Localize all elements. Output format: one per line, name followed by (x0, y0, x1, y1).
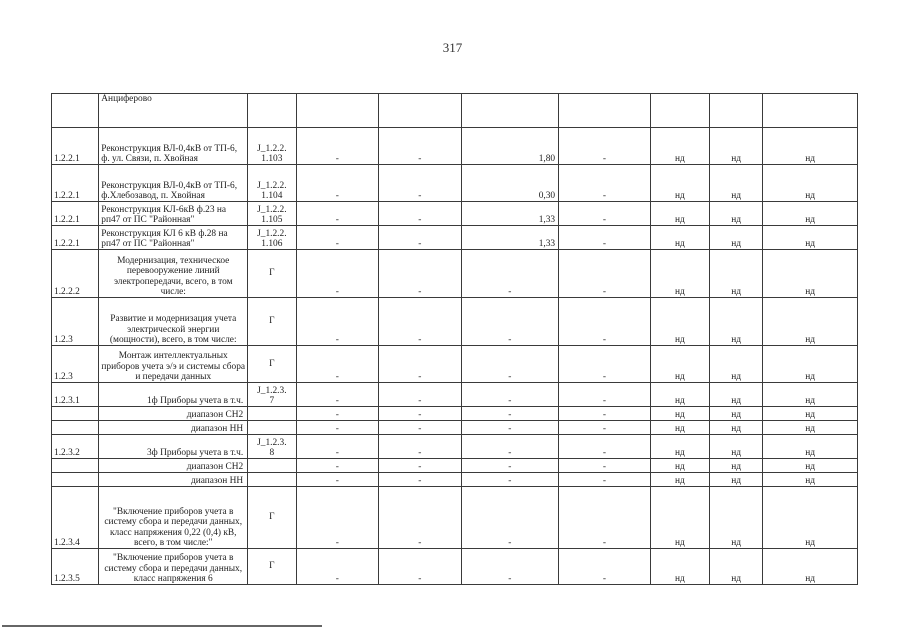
row-code-cell: J_1.2.3. 8 (248, 435, 296, 459)
row-name-cell: Реконструкция КЛ 6 кВ ф.28 на рп47 от ПС "Районная" (99, 226, 248, 250)
value-cell-c5: нд (650, 250, 709, 298)
row-number-cell: 1.2.3 (52, 298, 99, 346)
value-cell-c7: нд (763, 165, 858, 202)
value-cell-c7: нд (763, 473, 858, 487)
value-cell-c4: - (559, 435, 651, 459)
value-cell-c6: нд (710, 549, 763, 585)
row-name-cell: Развитие и модернизация учета электрической энергии (мощности), всего, в том числе: (99, 298, 248, 346)
value-cell-c7: нд (763, 298, 858, 346)
row-name-cell: Реконструкция КЛ-6кВ ф.23 на рп47 от ПС "Районная" (99, 202, 248, 226)
row-number-cell: 1.2.2.1 (52, 128, 99, 165)
value-cell-c5: нд (650, 473, 709, 487)
row-code-cell: J_1.2.2. 1.106 (248, 226, 296, 250)
value-cell-c5: нд (650, 421, 709, 435)
value-cell-c3: 1,33 (461, 226, 559, 250)
value-cell-c3: - (461, 549, 559, 585)
value-cell-c3: - (461, 487, 559, 549)
value-cell-c2: - (379, 298, 462, 346)
value-cell-c4: - (559, 346, 651, 383)
row-code-cell: Г (248, 549, 296, 585)
value-cell-c6: нд (710, 346, 763, 383)
value-cell-c2: - (379, 487, 462, 549)
value-cell-c2: - (379, 128, 462, 165)
row-name-cell: Реконструкция ВЛ-0,4кВ от ТП-6, ф.Хлебозавод, п. Хвойная (99, 165, 248, 202)
row-code-cell: J_1.2.2. 1.104 (248, 165, 296, 202)
value-cell-c7: нд (763, 435, 858, 459)
value-cell-c3: - (461, 459, 559, 473)
value-cell-c4: - (559, 549, 651, 585)
value-cell-c6: нд (710, 407, 763, 421)
value-cell-c7: нд (763, 421, 858, 435)
row-number-cell: 1.2.3.5 (52, 549, 99, 585)
value-cell-c6: нд (710, 226, 763, 250)
row-name-cell: диапазон СН2 (99, 407, 248, 421)
value-cell-c5: нд (650, 346, 709, 383)
row-code-cell: Г (248, 487, 296, 549)
value-cell-c2: - (379, 226, 462, 250)
value-cell-c6: нд (710, 473, 763, 487)
value-cell-c2: - (379, 435, 462, 459)
row-code-cell: J_1.2.3. 7 (248, 383, 296, 407)
value-cell-c1: - (296, 250, 379, 298)
value-cell-c5: нд (650, 549, 709, 585)
footer-rule (2, 625, 322, 627)
row-name-cell: Модернизация, техническое перевооружение линий электропередачи, всего, в том числе: (99, 250, 248, 298)
value-cell-c1: - (296, 165, 379, 202)
row-number-cell: 1.2.3.4 (52, 487, 99, 549)
row-number-cell: 1.2.3.2 (52, 435, 99, 459)
value-cell-c6: нд (710, 459, 763, 473)
row-name-cell: 1ф Приборы учета в т.ч. (99, 383, 248, 407)
value-cell-c7: нд (763, 459, 858, 473)
value-cell-c3: 1,80 (461, 128, 559, 165)
value-cell-c4: - (559, 128, 651, 165)
row-code-cell: Г (248, 346, 296, 383)
row-code-cell (248, 459, 296, 473)
value-cell-c1: - (296, 202, 379, 226)
row-code-cell (248, 407, 296, 421)
row-name-cell: 3ф Приборы учета в т.ч. (99, 435, 248, 459)
value-cell-c3: - (461, 250, 559, 298)
table-row (52, 383, 858, 407)
value-cell-c1: - (296, 421, 379, 435)
value-cell-c4: - (559, 473, 651, 487)
row-number-cell: 1.2.2.2 (52, 250, 99, 298)
row-number-cell: 1.2.2.1 (52, 202, 99, 226)
row-name-cell: диапазон НН (99, 473, 248, 487)
value-cell-c2: - (379, 165, 462, 202)
value-cell-c2: - (379, 459, 462, 473)
row-name-cell: диапазон СН2 (99, 459, 248, 473)
value-cell-c4: - (559, 165, 651, 202)
value-cell-c4: - (559, 487, 651, 549)
value-cell-c2: - (379, 383, 462, 407)
table-row (52, 549, 858, 585)
value-cell-c5: нд (650, 435, 709, 459)
row-name-cell: диапазон НН (99, 421, 248, 435)
value-cell-c3: - (461, 473, 559, 487)
table-row (52, 407, 858, 421)
value-cell-c1: - (296, 459, 379, 473)
row-number-cell: 1.2.3 (52, 346, 99, 383)
value-cell-c6: нд (710, 298, 763, 346)
value-cell-c3: 0,30 (461, 165, 559, 202)
value-cell-c1: - (296, 407, 379, 421)
value-cell-c2: - (379, 421, 462, 435)
value-cell-c4: - (559, 407, 651, 421)
value-cell-c7: нд (763, 346, 858, 383)
value-cell-c5: нд (650, 407, 709, 421)
value-cell-c5: нд (650, 165, 709, 202)
row-code-cell: Г (248, 250, 296, 298)
page-number: 317 (442, 40, 463, 55)
row-code-cell (248, 473, 296, 487)
value-cell-c1: - (296, 128, 379, 165)
row-number-cell: 1.2.2.1 (52, 165, 99, 202)
value-cell-c6: нд (710, 487, 763, 549)
value-cell-c1: - (296, 298, 379, 346)
row-name-cell: "Включение приборов учета в систему сбора и передачи данных, класс напряжения 6 (99, 549, 248, 585)
value-cell-c5: нд (650, 298, 709, 346)
row-number-cell (52, 473, 99, 487)
row-number-cell: 1.2.2.1 (52, 226, 99, 250)
table-row (52, 435, 858, 459)
value-cell-c7: нд (763, 202, 858, 226)
row-code-cell: J_1.2.2. 1.105 (248, 202, 296, 226)
table-row-header-location (52, 94, 858, 128)
value-cell-c2: - (379, 202, 462, 226)
value-cell-c1: - (296, 346, 379, 383)
value-cell-c4: - (559, 298, 651, 346)
value-cell-c1: - (296, 473, 379, 487)
value-cell-c6: нд (710, 128, 763, 165)
value-cell-c6: нд (710, 383, 763, 407)
row-code-cell: J_1.2.2. 1.103 (248, 128, 296, 165)
table-row (52, 298, 858, 346)
row-code-cell (248, 421, 296, 435)
table-row (52, 128, 858, 165)
value-cell-c3: - (461, 346, 559, 383)
value-cell-c2: - (379, 250, 462, 298)
value-cell-c7: нд (763, 128, 858, 165)
value-cell-c6: нд (710, 165, 763, 202)
value-cell-c1: - (296, 226, 379, 250)
value-cell-c7: нд (763, 407, 858, 421)
value-cell-c3: - (461, 421, 559, 435)
value-cell-c7: нд (763, 487, 858, 549)
row-name-cell: "Включение приборов учета в систему сбора и передачи данных, класс напряжения 0,22 (0,4) кВ, всего, в том числе:" (99, 487, 248, 549)
value-cell-c5: нд (650, 459, 709, 473)
value-cell-c5: нд (650, 202, 709, 226)
value-cell-c3: - (461, 383, 559, 407)
value-cell-c5: нд (650, 128, 709, 165)
value-cell-c7: нд (763, 250, 858, 298)
value-cell-c3: 1,33 (461, 202, 559, 226)
row-number-cell (52, 459, 99, 473)
value-cell-c5: нд (650, 226, 709, 250)
row-number-cell (52, 407, 99, 421)
value-cell-c7: нд (763, 383, 858, 407)
row-code-cell: Г (248, 298, 296, 346)
value-cell-c5: нд (650, 383, 709, 407)
value-cell-c2: - (379, 346, 462, 383)
table-row (52, 165, 858, 202)
value-cell-c4: - (559, 250, 651, 298)
value-cell-c4: - (559, 421, 651, 435)
value-cell-c3: - (461, 435, 559, 459)
value-cell-c6: нд (710, 421, 763, 435)
value-cell-c4: - (559, 226, 651, 250)
value-cell-c7: нд (763, 549, 858, 585)
value-cell-c1: - (296, 549, 379, 585)
row-number-cell: 1.2.3.1 (52, 383, 99, 407)
table-row (52, 459, 858, 473)
table-row (52, 473, 858, 487)
investment-table (51, 93, 858, 585)
value-cell-c1: - (296, 487, 379, 549)
value-cell-c2: - (379, 473, 462, 487)
table-row (52, 202, 858, 226)
value-cell-c1: - (296, 435, 379, 459)
value-cell-c1: - (296, 383, 379, 407)
table-row (52, 487, 858, 549)
value-cell-c5: нд (650, 487, 709, 549)
table-row (52, 226, 858, 250)
value-cell-c3: - (461, 298, 559, 346)
value-cell-c6: нд (710, 250, 763, 298)
table-row (52, 421, 858, 435)
row-number-cell (52, 421, 99, 435)
value-cell-c2: - (379, 549, 462, 585)
row-name-cell: Реконструкция ВЛ-0,4кВ от ТП-6, ф. ул. Связи, п. Хвойная (99, 128, 248, 165)
row-name-cell: Монтаж интеллектуальных приборов учета э/э и системы сбора и передачи данных (99, 346, 248, 383)
location-name: Анциферово (99, 94, 248, 128)
value-cell-c7: нд (763, 226, 858, 250)
value-cell-c6: нд (710, 202, 763, 226)
table-row (52, 346, 858, 383)
value-cell-c4: - (559, 459, 651, 473)
value-cell-c6: нд (710, 435, 763, 459)
value-cell-c4: - (559, 383, 651, 407)
value-cell-c3: - (461, 407, 559, 421)
row-number-cell (52, 94, 99, 128)
value-cell-c2: - (379, 407, 462, 421)
value-cell-c4: - (559, 202, 651, 226)
table-row (52, 250, 858, 298)
